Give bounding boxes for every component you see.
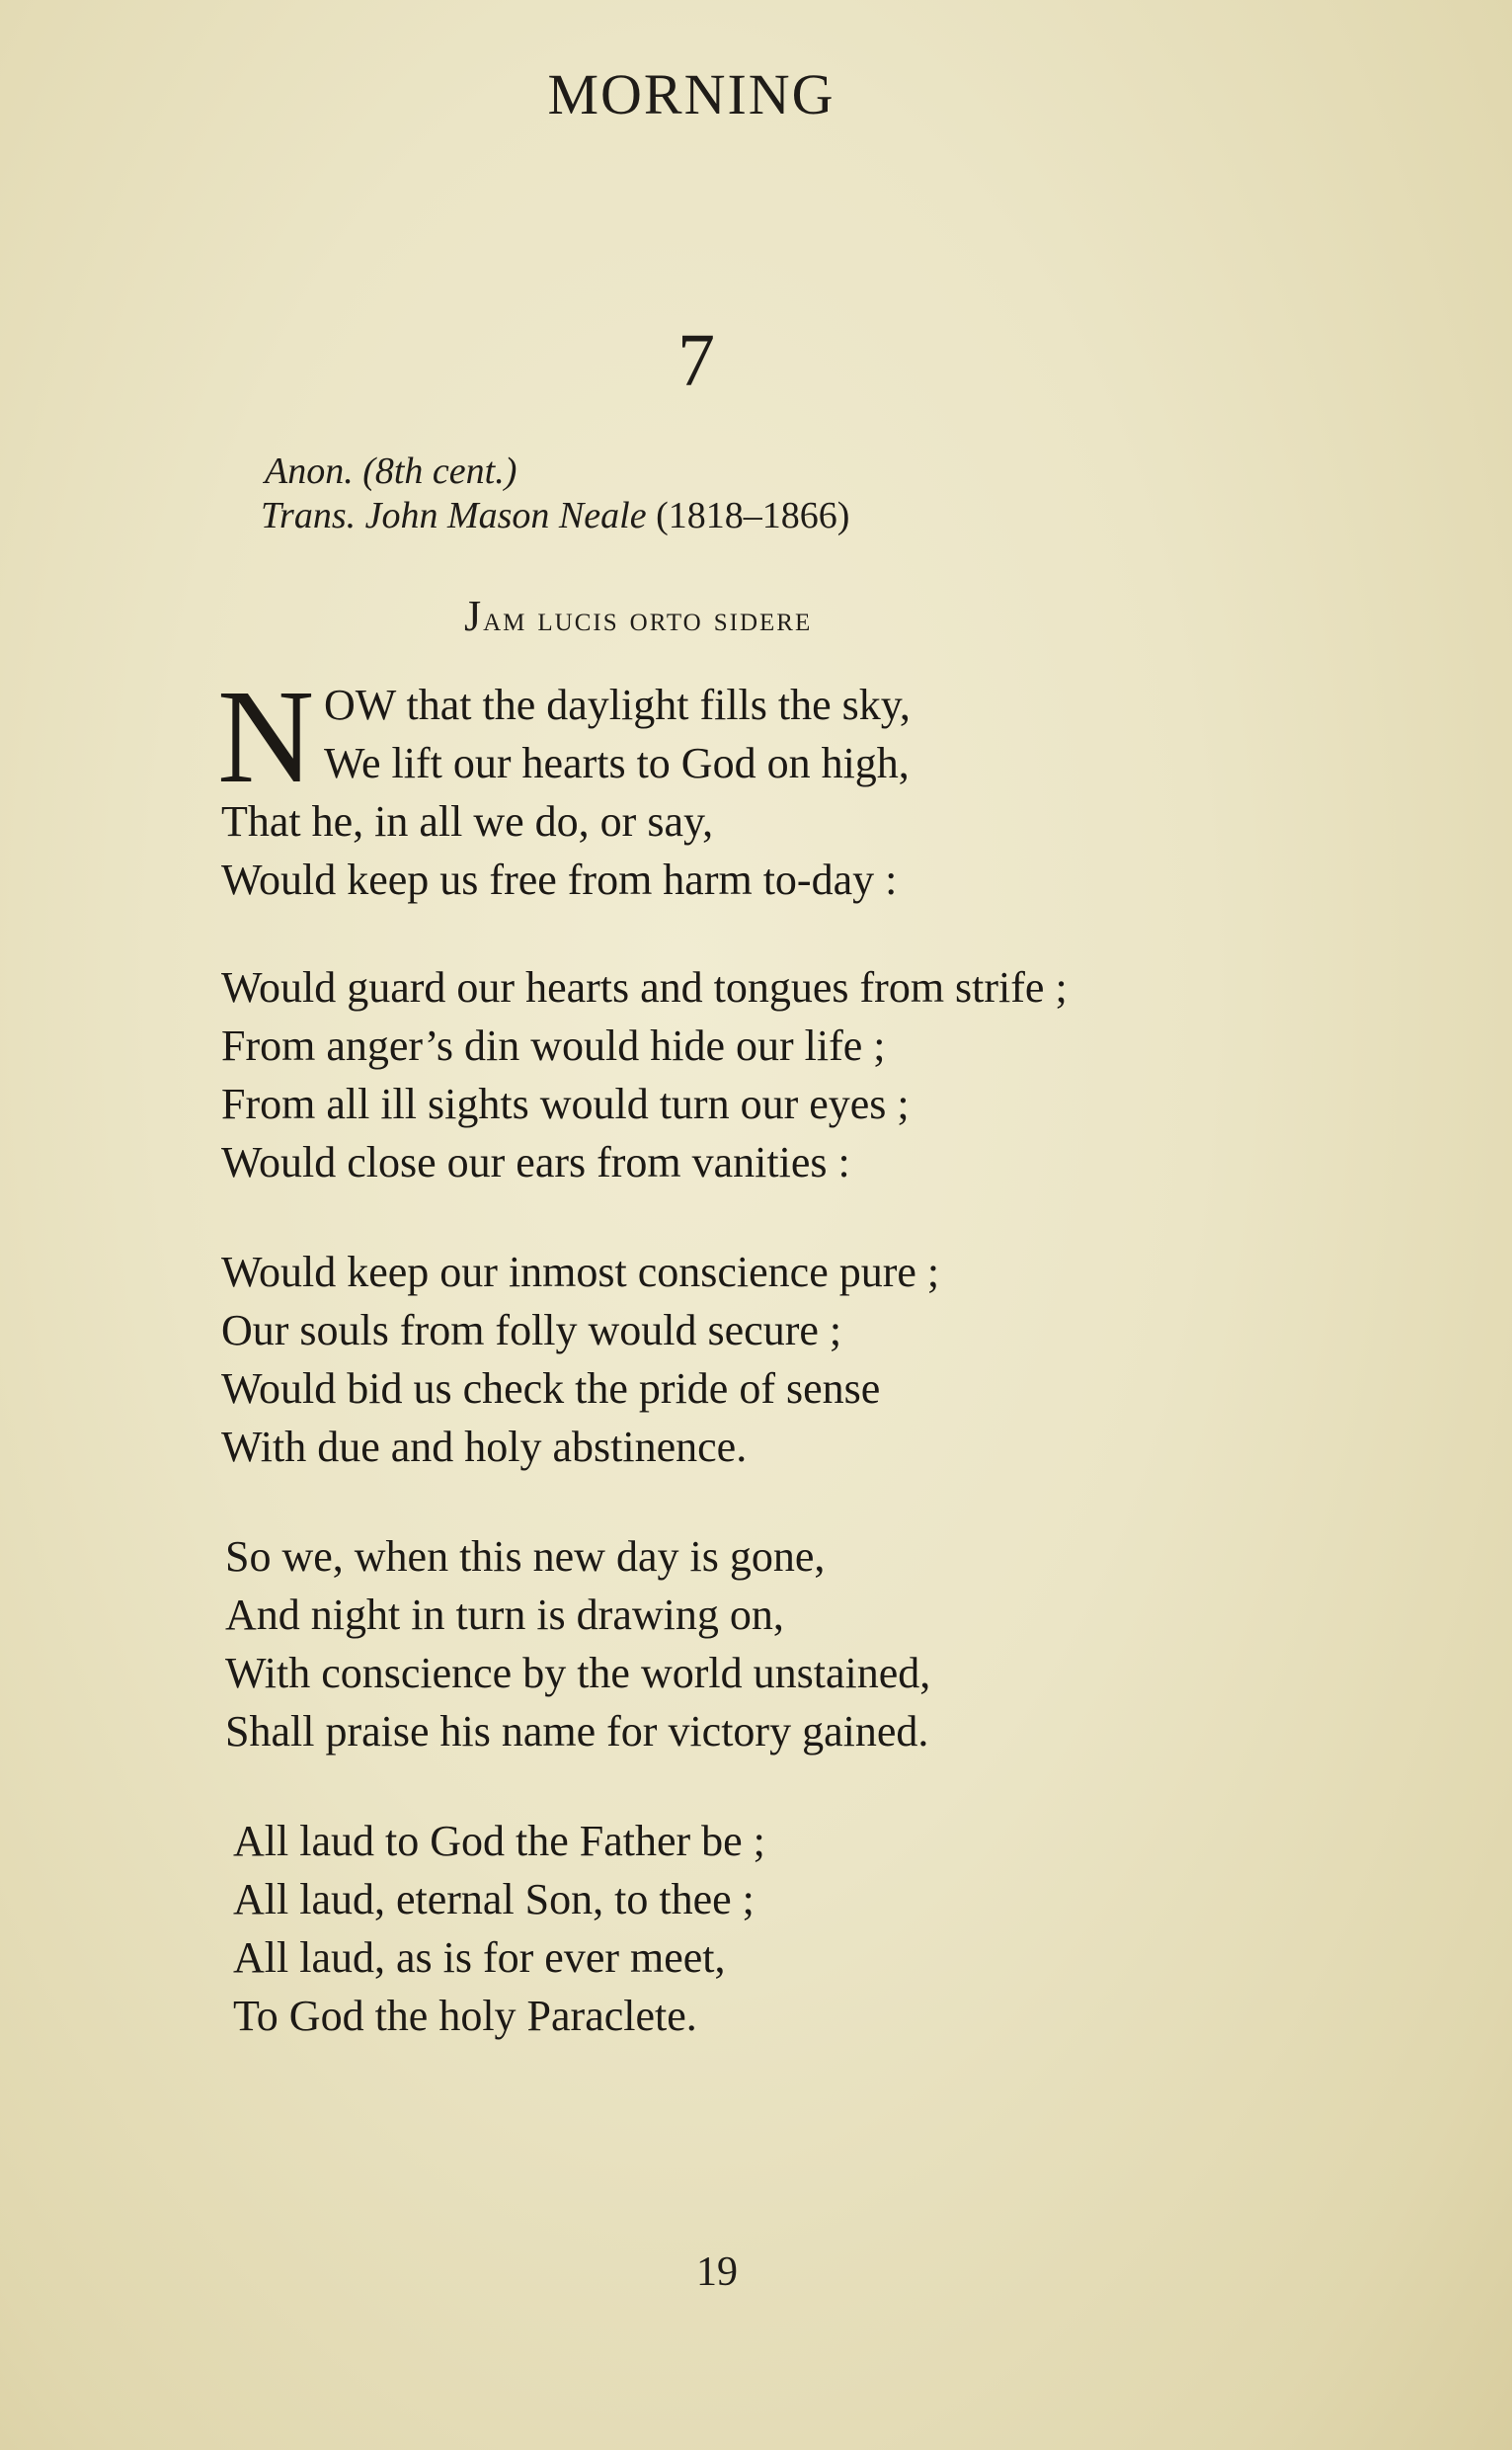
hymn-number: 7: [677, 319, 715, 402]
verse-line: With conscience by the world unstained,: [225, 1649, 931, 1697]
stanza-3: [221, 1243, 939, 1476]
translator-attribution: [261, 494, 849, 537]
stanza-5: [233, 1812, 765, 2045]
translator-prefix: Trans.: [261, 495, 357, 536]
stanza-1: [221, 676, 911, 909]
verse-line: That he, in all we do, or say,: [221, 797, 714, 846]
latin-title: [464, 591, 812, 641]
stanza-4: [225, 1527, 930, 1760]
verse-line: We lift our hearts to God on high,: [324, 739, 910, 787]
latin-title-rest: am lucis orto sidere: [483, 599, 813, 638]
verse-line: Shall praise his name for victory gained.: [225, 1707, 929, 1756]
verse-line: All laud to God the Father be ;: [233, 1817, 765, 1865]
verse-line: So we, when this new day is gone,: [225, 1532, 826, 1581]
translator-dates: (1818–1866): [656, 495, 850, 536]
stanza-2: [221, 958, 1068, 1191]
verse-line: Would guard our hearts and tongues from strife ;: [221, 963, 1068, 1012]
author-name: Anon.: [265, 450, 354, 492]
running-head: MORNING: [547, 62, 836, 126]
verse-line: Would bid us check the pride of sense: [221, 1364, 881, 1413]
verse-line: Our souls from folly would secure ;: [221, 1306, 842, 1354]
verse-line: And night in turn is drawing on,: [225, 1591, 784, 1639]
verse-line: From anger’s din would hide our life ;: [221, 1021, 886, 1070]
verse-line: From all ill sights would turn our eyes ;: [221, 1080, 910, 1128]
drop-cap: N: [217, 663, 315, 811]
page-number: 19: [696, 2249, 738, 2295]
verse-line: All laud, eternal Son, to thee ;: [233, 1875, 755, 1923]
latin-title-initial: J: [464, 592, 484, 640]
author-attribution: [265, 449, 517, 493]
translator-name: John Mason Neale: [364, 495, 647, 536]
verse-line: To God the holy Paraclete.: [233, 1992, 697, 2040]
author-date: (8th cent.): [362, 450, 517, 492]
verse-line: Would keep our inmost conscience pure ;: [221, 1248, 940, 1296]
verse-line: Would close our ears from vanities :: [221, 1138, 850, 1186]
verse-line: OW that the daylight fills the sky,: [324, 681, 911, 729]
verse-line: Would keep us free from harm to-day :: [221, 856, 898, 904]
verse-line: With due and holy abstinence.: [221, 1423, 748, 1471]
verse-line: All laud, as is for ever meet,: [233, 1933, 726, 1982]
